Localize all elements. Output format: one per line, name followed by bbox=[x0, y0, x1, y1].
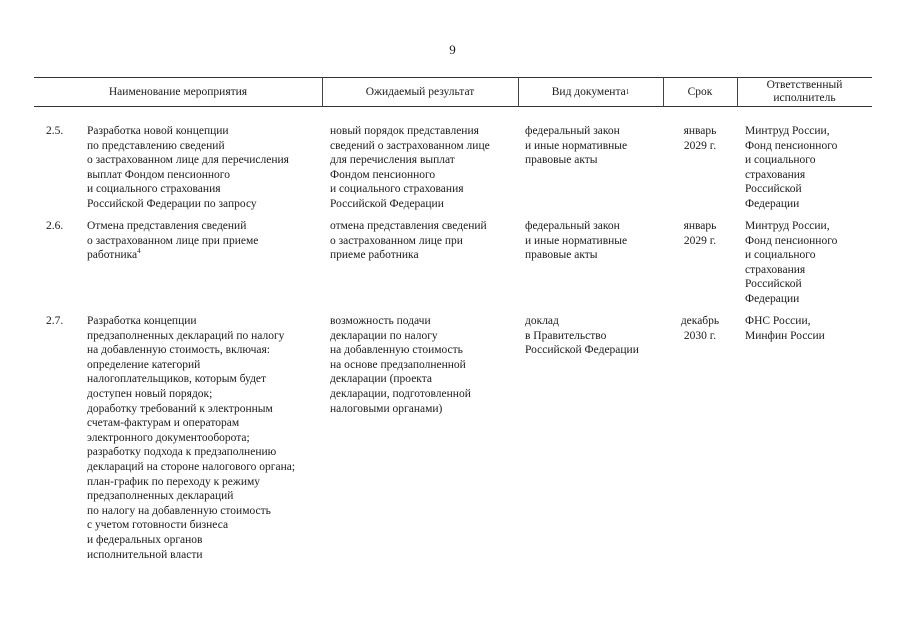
measure-name-text: Отмена представления сведений о застрахованном лице при приеме работника bbox=[87, 220, 259, 262]
header-doctype: Вид документа 1 bbox=[551, 85, 630, 98]
responsible: Минтруд России, Фонд пенсионного и социального страхования Российской Федерации bbox=[745, 220, 838, 305]
measure-name bbox=[87, 314, 319, 562]
header-term-label: Срок bbox=[687, 85, 713, 98]
row-number: 2.7. bbox=[46, 315, 64, 327]
expected-result: возможность подачи декларации по налогу на добавленную стоимость на основе предзаполненной декларации (проекта декларации, подготовленной налоговыми органами) bbox=[330, 315, 471, 415]
expected-result: новый порядок представления сведений о застрахованном лице для перечисления выплат Фондом пенсионного и социального страхования Российской Федерации bbox=[330, 125, 490, 210]
header-result bbox=[322, 77, 518, 107]
header-responsible-label: Ответственный исполнитель bbox=[766, 79, 843, 104]
responsible: Минтруд России, Фонд пенсионного и социального страхования Российской Федерации bbox=[745, 125, 838, 210]
document-type: федеральный закон и иные нормативные правовые акты bbox=[525, 220, 628, 262]
footnote-mark: 4 bbox=[137, 247, 141, 256]
measure-name bbox=[87, 219, 319, 263]
document-type: федеральный закон и иные нормативные правовые акты bbox=[525, 125, 628, 167]
expected-result: отмена представления сведений о застрахованном лице при приеме работника bbox=[330, 220, 487, 262]
row-number: 2.5. bbox=[46, 125, 64, 137]
header-name-label: Наименование мероприятия bbox=[108, 85, 248, 98]
document-type: доклад в Правительство Российской Федерации bbox=[525, 315, 639, 357]
header-doctype-label: Вид документа bbox=[551, 85, 626, 98]
header-term bbox=[663, 77, 737, 107]
page-number: 9 bbox=[449, 42, 456, 57]
measure-name-text: Разработка новой концепции по представлению сведений о застрахованном лице для перечисления выплат Фондом пенсионного и социального страхования Российской Федерации по запросу bbox=[87, 125, 289, 210]
deadline: январь 2029 г. bbox=[683, 125, 717, 152]
header-result-label: Ожидаемый результат bbox=[365, 85, 475, 98]
measure-name bbox=[87, 124, 319, 212]
measure-name-text: Разработка концепции предзаполненных деклараций по налогу на добавленную стоимость, включая: определение категорий налогоплательщиков, которым будет доступен новый порядок; доработку требований к электронным счетам-фактурам и операторам электронного документооборота; разработку подхода к предзаполнению деклараций на стороне налогового органа; план-график по переходу к режиму предзаполненных деклараций по налогу на добавленную стоимость с учетом готовности бизнеса и федеральных органов исполнительной власти bbox=[87, 315, 296, 561]
deadline: январь 2029 г. bbox=[683, 220, 717, 247]
header-name bbox=[34, 77, 322, 107]
deadline: декабрь 2030 г. bbox=[680, 315, 720, 342]
responsible: ФНС России, Минфин России bbox=[745, 315, 825, 342]
row-number: 2.6. bbox=[46, 220, 64, 232]
header-responsible bbox=[737, 77, 872, 107]
